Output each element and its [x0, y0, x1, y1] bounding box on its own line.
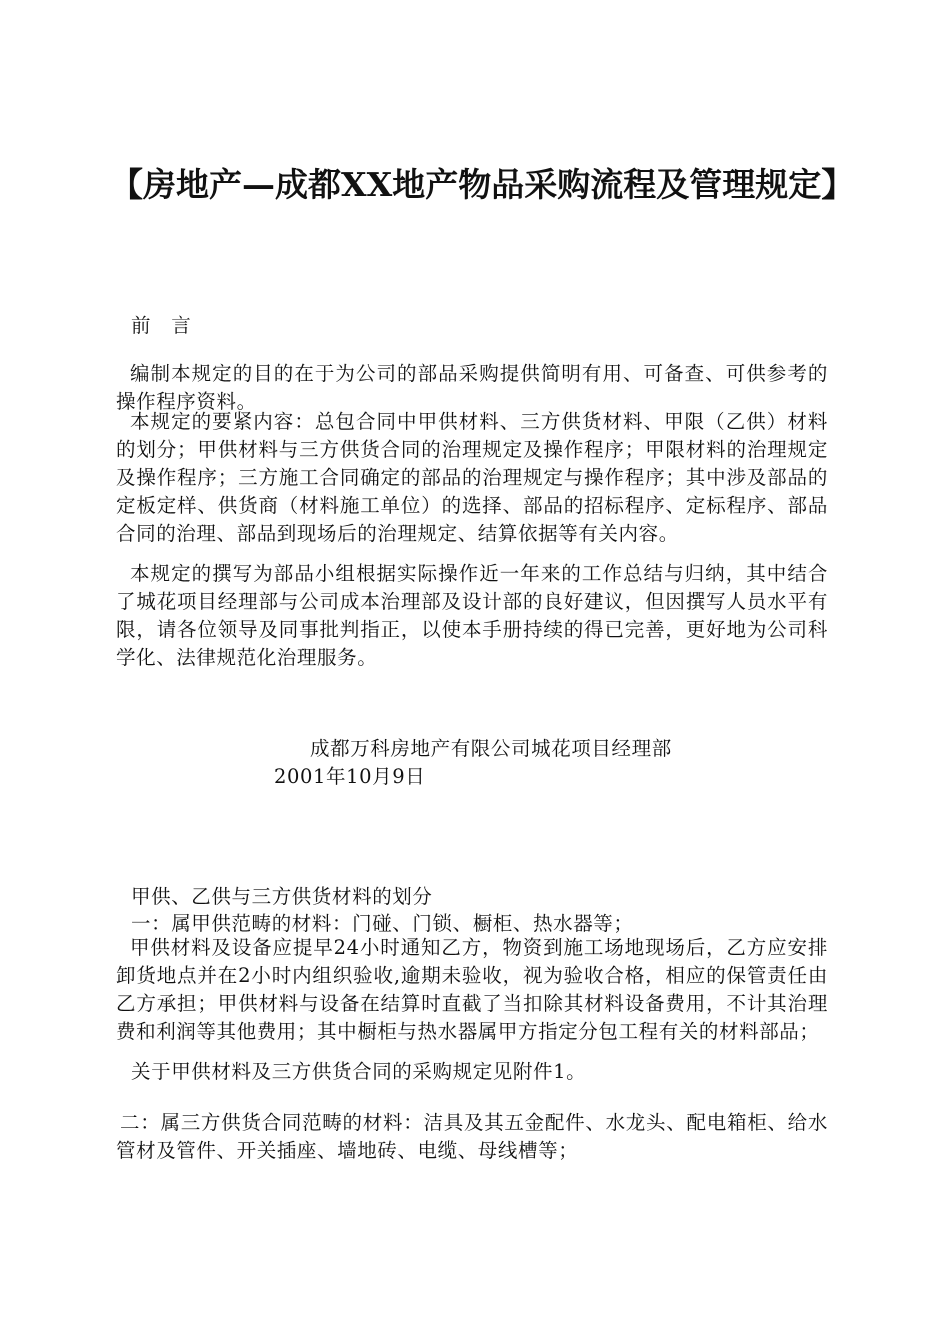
preface-paragraph-2: 本规定的要紧内容：总包合同中甲供材料、三方供货材料、甲限（乙供）材料的划分；甲供材料与三方供货合同的治理规定及操作程序；甲限材料的治理规定及操作程序；三方施工合同确定的部品的治理规定与操作程序；其中涉及部品的定板定样、供货商（材料施工单位）的选择、部品的招标程序、定标程序、部品合同的治理、部品到现场后的治理规定、结算依据等有关内容。	[116, 410, 828, 545]
document-title: 【房地产—成都XX地产物品采购流程及管理规定】	[110, 165, 855, 204]
signature-organization: 成都万科房地产有限公司城花项目经理部	[310, 737, 672, 760]
item-1-body: 甲供材料及设备应提早24小时通知乙方，物资到施工场地现场后，乙方应安排卸货地点并在2小时内组织验收,逾期未验收，视为验收合格，相应的保管责任由乙方承担；甲供材料与设备在结算时直截了当扣除其材料设备费用，不计其治理费和利润等其他费用；其中橱柜与热水器属甲方指定分包工程有关的材料部品；	[116, 936, 828, 1043]
item-2-title: 二：属三方供货合同范畴的材料：洁具及其五金配件、水龙头、配电箱柜、给水管材及管件、开关插座、墙地砖、电缆、母线槽等；	[116, 1111, 828, 1162]
preface-heading: 前 言	[131, 314, 192, 337]
preface-paragraph-3: 本规定的撰写为部品小组根据实际操作近一年来的工作总结与归纳，其中结合了城花项目经理部与公司成本治理部及设计部的良好建议，但因撰写人员水平有限，请各位领导及同事批判指正，以使本手册持续的得已完善，更好地为公司科学化、法律规范化治理服务。	[116, 562, 828, 669]
section-heading: 甲供、乙供与三方供货材料的划分	[131, 885, 433, 908]
item-1-title: 一：属甲供范畴的材料：门碰、门锁、橱柜、热水器等；	[131, 912, 634, 935]
signature-date: 2001年10月9日	[274, 765, 426, 788]
item-1-reference: 关于甲供材料及三方供货合同的采购规定见附件1。	[131, 1060, 587, 1083]
preface-paragraph-1: 编制本规定的目的在于为公司的部品采购提供简明有用、可备查、可供参考的操作程序资料。	[116, 362, 828, 413]
